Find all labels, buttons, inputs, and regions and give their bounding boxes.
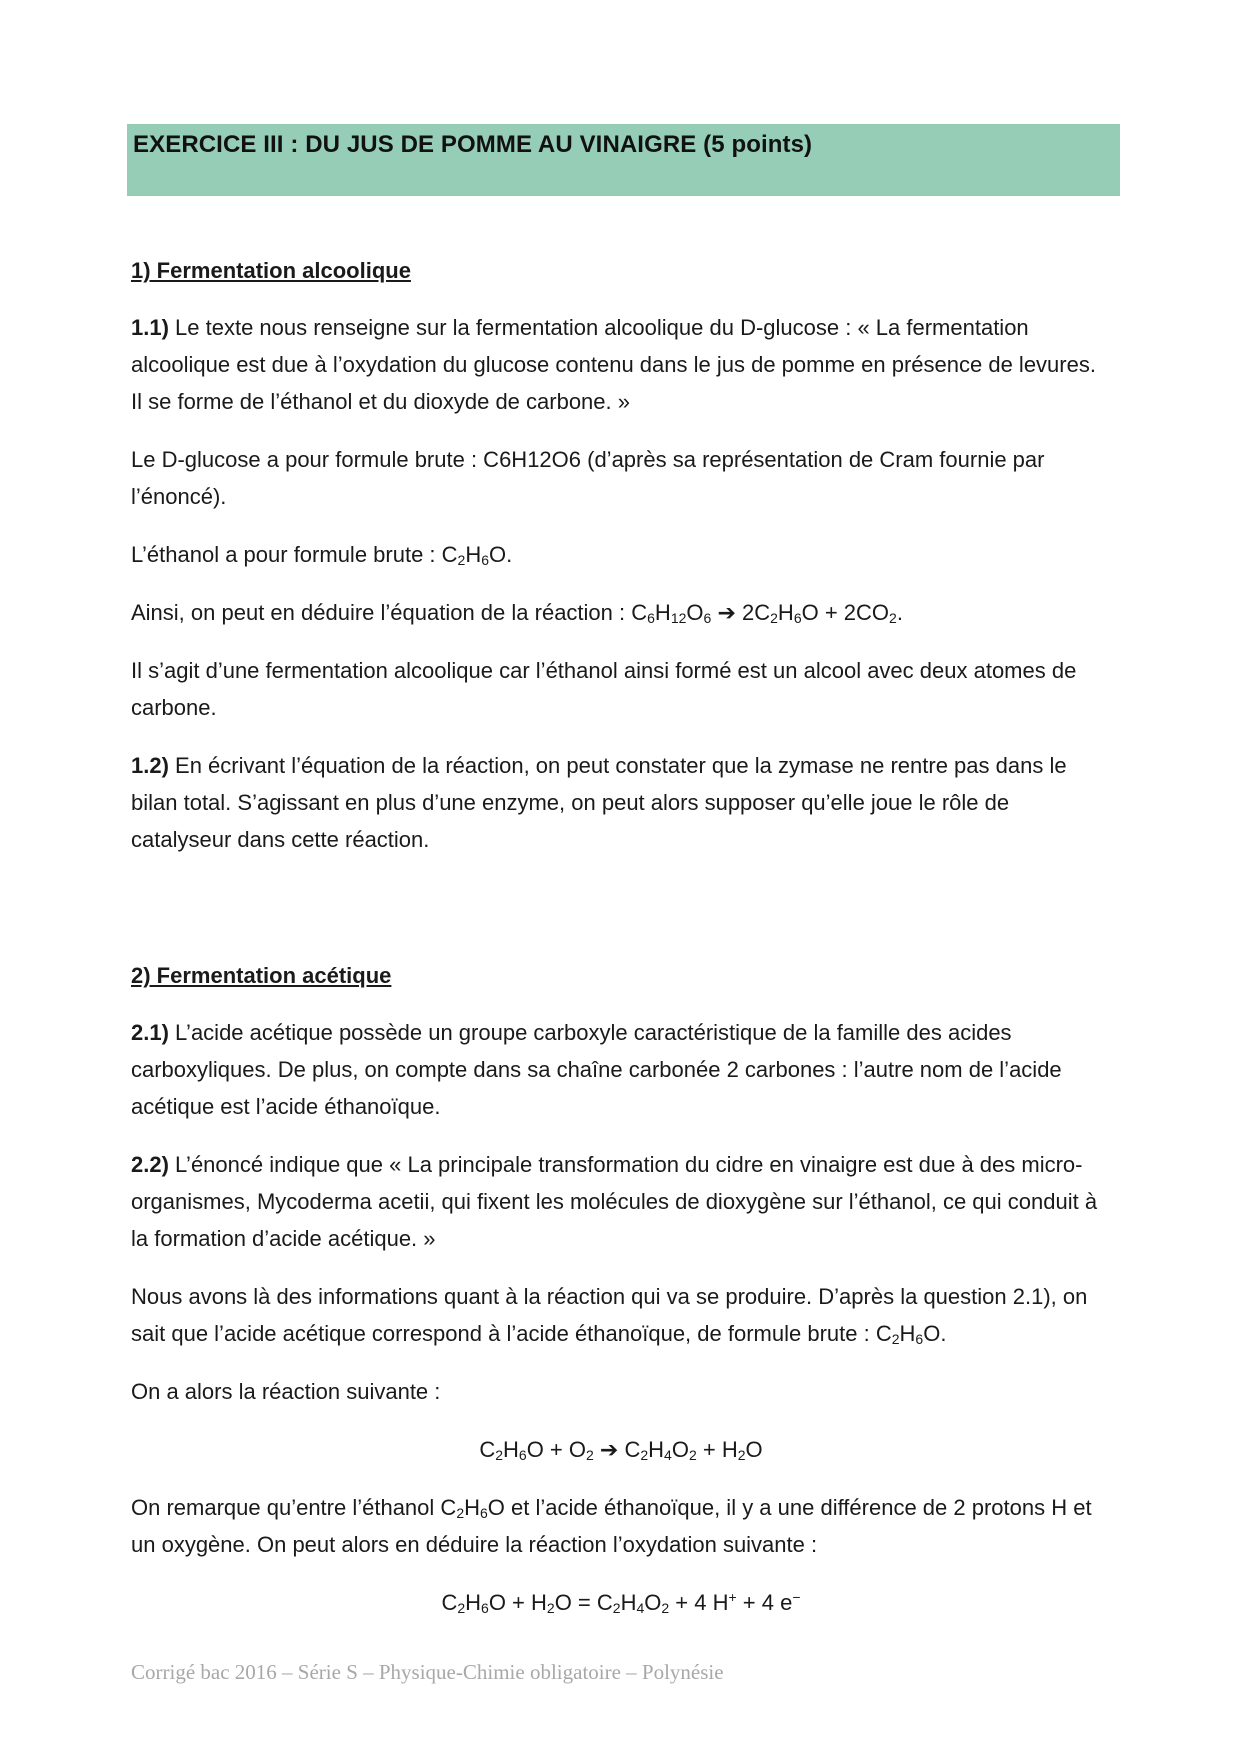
section-heading-1: 1) Fermentation alcoolique — [131, 258, 411, 283]
paragraph-q11 — [131, 309, 1111, 420]
section-heading-2: 2) Fermentation acétique — [131, 963, 392, 988]
formula-acid: $C_2H_6O$ — [875, 1321, 941, 1347]
equation-oxidation: $C_2H_6O + O_2$ ➔ $C_2H_4O_2 + H_2O$ — [479, 1437, 763, 1463]
paragraph-fermentation: Il s’agit d’une fermentation alcoolique car l’éthanol ainsi formé est un alcool avec deux atomes de carbone. — [131, 658, 1077, 720]
formula-ethanol: $C_2H_6O$ — [441, 542, 507, 568]
formula-ethanol: $C_2H_6O$ — [440, 1495, 505, 1521]
arrow-icon: ➔ — [599, 1437, 619, 1462]
paragraph-text: Le texte nous renseigne sur la fermentation alcoolique du D-glucose : « La fermentation alcoolique est due à l’oxydation du glucose contenu dans le jus de pomme en présence de levures. Il se forme de l’éthanol et du dioxyde de carbone. » — [131, 315, 1096, 414]
equation-half-reaction: $C_2H_6O + H_2O = C_2H_4O_2 + 4$ H+ + 4 e− — [441, 1589, 801, 1616]
exercise-title: EXERCICE III : DU JUS DE POMME AU VINAIGRE (5 points) — [133, 131, 813, 158]
paragraph-q22 — [131, 1146, 1111, 1257]
question-number: 2.2) — [131, 1152, 169, 1177]
page-footer: Corrigé bac 2016 – Série S – Physique-Chimie obligatoire – Polynésie — [131, 1660, 724, 1684]
paragraph-ethanol: L’éthanol a pour formule brute : $C_2H_6O$. — [131, 542, 513, 568]
question-number: 1.1) — [131, 315, 169, 340]
exercise-banner — [127, 124, 1120, 196]
equation-fermentation: $C_6H_{12}O_6$ ➔ $2C_2H_6O + 2CO_2$ — [631, 600, 897, 626]
paragraph-info: Nous avons là des informations quant à la réaction qui va se produire. D’après la question 2.1), on sait que l’acide acétique correspond à l’acide éthanoïque, de formule brute : $C_2H_6O$. — [131, 1284, 1088, 1347]
paragraph-q21 — [131, 1014, 1111, 1125]
paragraph-q12 — [131, 747, 1111, 858]
section-spacer — [131, 879, 1111, 957]
paragraph-reaction-intro: On a alors la réaction suivante : — [131, 1379, 441, 1404]
question-number: 2.1) — [131, 1020, 169, 1045]
paragraph-glucose: Le D-glucose a pour formule brute : C6H12O6 (d’après sa représentation de Cram fournie par l’énoncé). — [131, 447, 1045, 509]
paragraph-text: L’acide acétique possède un groupe carboxyle caractéristique de la famille des acides carboxyliques. De plus, on compte dans sa chaîne carbonée 2 carbones : l’autre nom de l’acide acétique est l’acide éthanoïque. — [131, 1020, 1062, 1119]
paragraph-text: En écrivant l’équation de la réaction, on peut constater que la zymase ne rentre pas dans le bilan total. S’agissant en plus d’une enzyme, on peut alors supposer qu’elle joue le rôle de catalyseur dans cette réaction. — [131, 753, 1067, 852]
document-body — [131, 252, 1111, 1642]
paragraph-equation: Ainsi, on peut en déduire l’équation de la réaction : $C_6H_{12}O_6$ ➔ $2C_2H_6O + 2CO_2$. — [131, 600, 903, 626]
arrow-icon: ➔ — [717, 600, 736, 625]
paragraph-remark: On remarque qu’entre l’éthanol $C_2H_6O$ et l’acide éthanoïque, il y a une différence de 2 protons H et un oxygène. On peut alors en déduire la réaction l’oxydation suivante : — [131, 1495, 1092, 1557]
question-number: 1.2) — [131, 753, 169, 778]
paragraph-text: L’énoncé indique que « La principale transformation du cidre en vinaigre est due à des micro-organismes, Mycoderma acetii, qui fixent les molécules de dioxygène sur l’éthanol, ce qui conduit à la formation d’acide acétique. » — [131, 1152, 1098, 1251]
